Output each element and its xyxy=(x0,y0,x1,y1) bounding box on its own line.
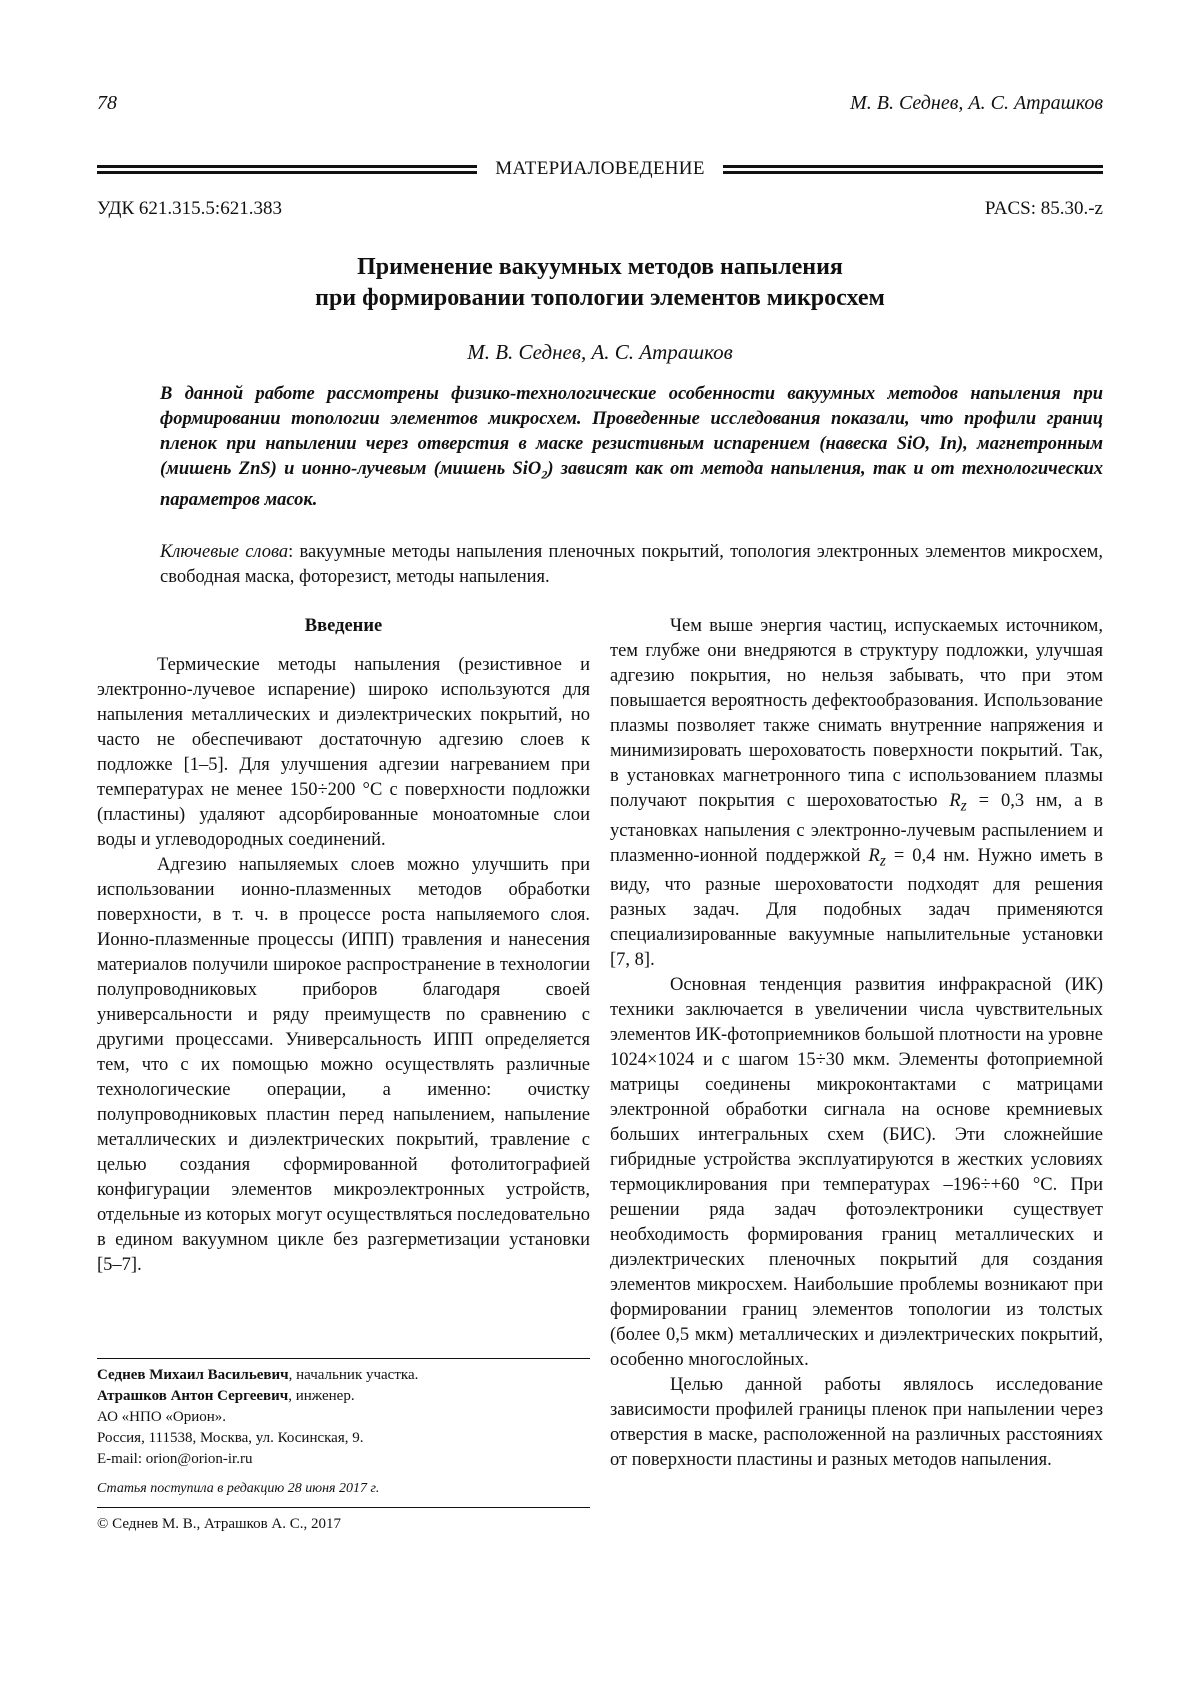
copyright: © Седнев М. В., Атрашков А. С., 2017 xyxy=(97,1516,342,1532)
article-title xyxy=(97,252,1103,314)
paragraph-text: = 0,3 нм, а в установках напыления с электронно-лучевым распылением и плазменно-ионной поддержкой xyxy=(610,791,1103,866)
author-1-affiliation: Седнев Михаил Васильевич, начальник участка. xyxy=(97,1367,419,1383)
abstract-subscript: 2 xyxy=(541,467,548,482)
section-rubric xyxy=(97,158,1103,188)
section-heading-intro: Введение xyxy=(304,616,383,636)
roughness-symbol: $R_z$ xyxy=(949,791,967,815)
email: E-mail: orion@orion-ir.ru xyxy=(97,1451,253,1467)
pacs-code: PACS: 85.30.-z xyxy=(984,198,1103,219)
received-date: Статья поступила в редакцию 28 июня 2017 г. xyxy=(97,1481,380,1496)
paragraph: Целью данной работы являлось исследование зависимости профилей границы пленок при напылении через отверстия в маске, расположенной на различных расстояниях от поверхности пластины и разных методов напыления. xyxy=(610,1375,1103,1471)
title-line-1: Применение вакуумных методов напыления xyxy=(357,254,843,280)
paragraph-text: Чем выше энергия частиц, испускаемых источником, тем глубже они внедряются в структуру подложки, улучшая адгезию покрытия, но нельзя забывать, что при этом повышается вероятность дефектообразования. Использование плазмы позволяет также снимать внутренние напряжения и минимизировать шероховатость поверхности покрытий. Так, в установках магнетронного типа с использованием плазмы получают покрытия с шероховатостью xyxy=(610,616,1103,811)
article-authors: М. В. Седнев, А. С. Атрашков xyxy=(467,340,733,364)
organization: АО «НПО «Орион». xyxy=(97,1409,227,1425)
running-header xyxy=(97,92,1103,122)
address: Россия, 111538, Москва, ул. Косинская, 9. xyxy=(97,1430,364,1446)
page-number: 78 xyxy=(97,92,117,114)
abstract xyxy=(160,382,1103,513)
keywords xyxy=(160,540,1103,590)
roughness-symbol: $R_z$ xyxy=(868,845,886,870)
rubric-rule-left xyxy=(97,165,477,174)
running-authors: М. В. Седнев, А. С. Атрашков xyxy=(850,92,1103,114)
paragraph: Адгезию напыляемых слоев можно улучшить при использовании ионно-плазменных методов обработки поверхности, в т. ч. в процессе роста напыляемого слоя. Ионно-плазменные процессы (ИПП) травления и нанесения материалов получили широкое распространение в технологии полупроводниковых приборов благодаря своей универсальности и ряду преимуществ по сравнению с другими процессами. Универсальность ИПП определяется тем, что с их помощью можно осуществлять различные технологические операции, а именно: очистку полупроводниковых пластин перед напылением, напыление металлических и диэлектрических покрытий, травление с целью создания сформированной фотолитографией конфигурации элементов микроэлектронных устройств, отдельные из которых могут осуществляться последовательно в едином вакуумном цикле без разгерметизации установки [5–7]. xyxy=(97,855,590,1275)
author-2-affiliation: Атрашков Антон Сергеевич, инженер. xyxy=(97,1388,355,1404)
title-line-2: при формировании топологии элементов микросхем xyxy=(315,285,885,311)
rubric-label: МАТЕРИАЛОВЕДЕНИЕ xyxy=(495,158,705,179)
udk-code: УДК 621.315.5:621.383 xyxy=(97,198,282,219)
paragraph-text: = 0,4 нм. Нужно иметь в виду, что разные шероховатости подходят для решения разных задач. Для подобных задач применяются специализированные вакуумные напылительные установки [7, 8]. xyxy=(610,845,1103,971)
copyright-rule xyxy=(97,1507,590,1508)
paragraph: Термические методы напыления (резистивное и электронно-лучевое испарение) широко используются для напыления металлических и диэлектрических покрытий, но часто не обеспечивают достаточную адгезию слоев к подложке [1–5]. Для улучшения адгезии нагреванием при температурах не менее 150÷200 °С с поверхности подложки (пластины) удаляют адсорбированные моноатомные слои воды и углеводородных соединений. xyxy=(97,655,590,850)
keywords-text: : вакуумные методы напыления пленочных покрытий, топология электронных элементов микросхем, свободная маска, фоторезист, методы напыления. xyxy=(160,542,1103,587)
rubric-rule-right xyxy=(723,165,1103,174)
paragraph xyxy=(610,614,1103,973)
right-column xyxy=(610,614,1103,1473)
author-footnote xyxy=(97,1358,590,1535)
footnote-rule xyxy=(97,1358,590,1359)
abstract-text-2: ) зависят как от метода напыления, так и от технологических параметров масок. xyxy=(160,459,1103,510)
abstract-text-1: В данной работе рассмотрены физико-технологические особенности вакуумных методов напыления при формировании топологии элементов микросхем. Проведенные исследования показали, что профили границ пленок при напылении через отверстия в маске резистивным испарением (навеска SiO, In), магнетронным (мишень ZnS) и ионно-лучевым (мишень SiO xyxy=(160,384,1103,479)
left-column xyxy=(97,614,590,1278)
keywords-label: Ключевые слова xyxy=(160,542,289,562)
paragraph: Основная тенденция развития инфракрасной (ИК) техники заключается в увеличении числа чувствительных элементов ИК-фотоприемников большой плотности на уровне 1024×1024 и с шагом 15÷30 мкм. Элементы фотоприемной матрицы соединены микроконтактами с матрицами электронной обработки сигнала на основе кремниевых больших интегральных схем (БИС). Эти сложнейшие гибридные устройства эксплуатируются в жестких условиях термоциклирования при температурах –196÷+60 °С. При решении ряда задач фотоэлектроники существует необходимость формирования границ металлических и диэлектрических пленочных покрытий для создания элементов микросхем. Наибольшие проблемы возникают при формировании границ элементов топологии из толстых (более 0,5 мкм) металлических и диэлектрических покрытий, особенно многослойных. xyxy=(610,975,1103,1371)
